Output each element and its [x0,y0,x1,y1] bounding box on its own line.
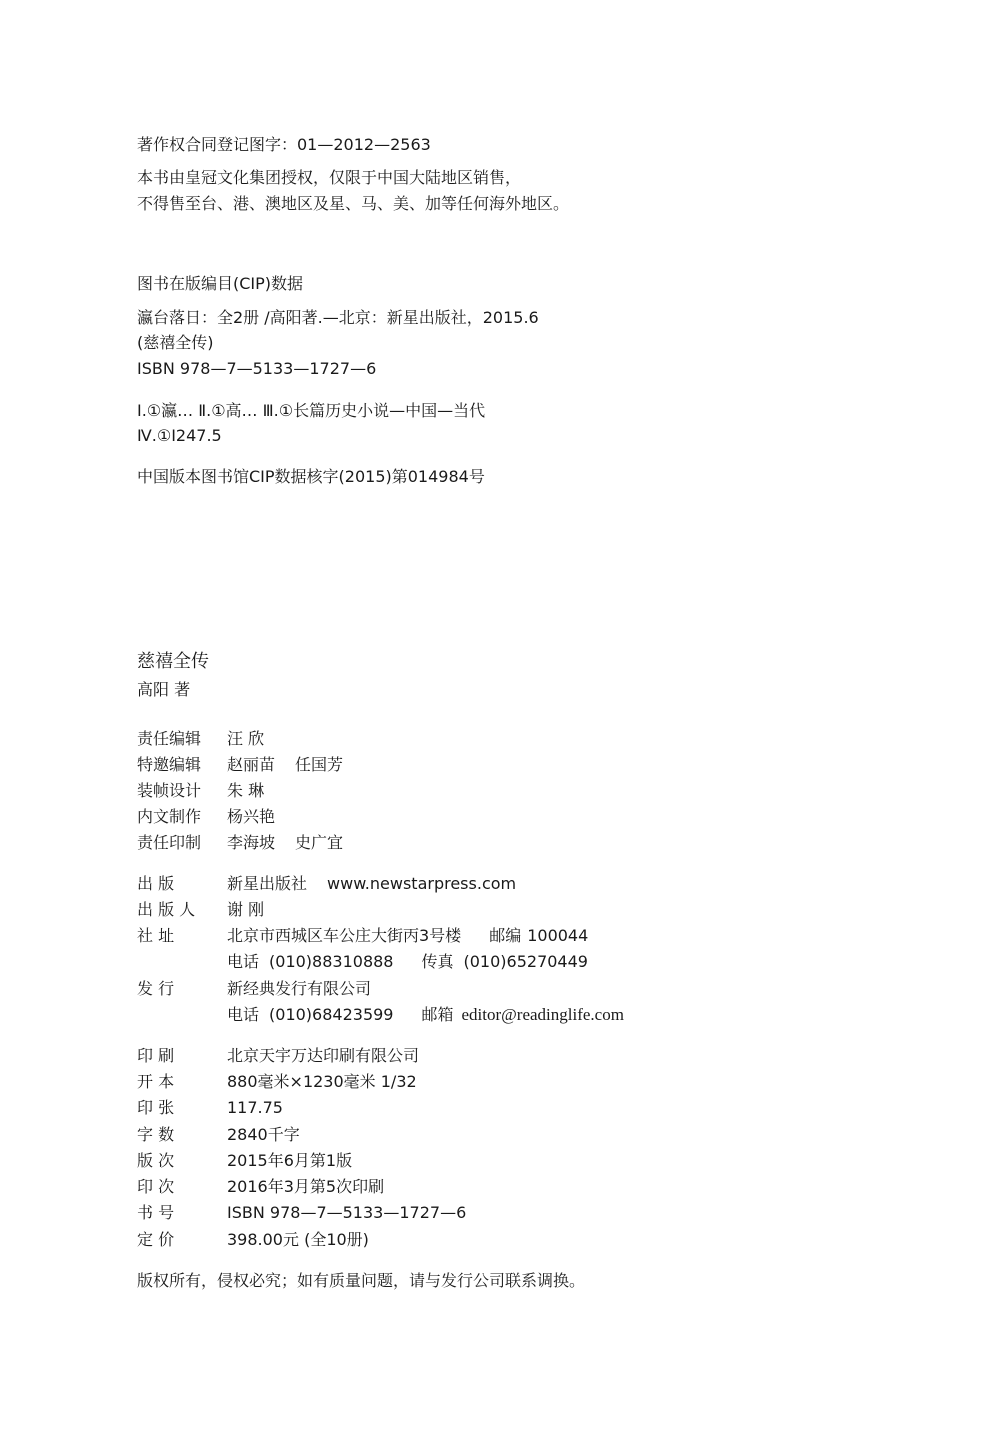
staff-row [137,832,343,854]
spec-row [137,1202,466,1224]
staff-name: 赵丽苗 [227,755,276,774]
spec-row [137,1071,417,1093]
address-label: 社 址 [137,926,175,945]
phone-number: (010)68423599 [269,1005,394,1024]
spec-row [137,1229,369,1251]
publisher-name: 新星出版社 [227,874,308,893]
spec-label: 版 次 [137,1151,175,1170]
publisher-person-row [137,899,264,921]
spec-value: 2016年3月第5次印刷 [227,1177,385,1196]
staff-name: 任国芳 [295,755,344,774]
zip-label: 邮编 [489,926,522,945]
book-author: 高阳 著 [137,680,191,699]
book-title: 慈禧全传 [137,651,209,672]
spec-value: 880毫米×1230毫米 1/32 [227,1072,417,1091]
phone-number: (010)88310888 [269,952,394,971]
cip-line-1: 瀛台落日：全2册 /高阳著.—北京：新星出版社，2015.6 [137,308,539,327]
spec-value: ISBN 978—7—5133—1727—6 [227,1203,467,1222]
address: 北京市西城区车公庄大街丙3号楼 [227,926,462,945]
spec-row [137,1045,419,1067]
cip-line-5: Ⅳ.①I247.5 [137,426,222,445]
spec-label: 印 次 [137,1177,175,1196]
email-address: editor@readinglife.com [461,1005,624,1024]
staff-row [137,806,275,828]
distribution-contact-row [227,1004,624,1026]
address-row [137,925,588,947]
spec-label: 开 本 [137,1072,175,1091]
cip-core-number: 中国版本图书馆CIP数据核字(2015)第014984号 [137,467,485,486]
staff-name: 汪 欣 [227,729,265,748]
spec-value: 117.75 [227,1098,283,1117]
staff-name: 朱 琳 [227,781,265,800]
staff-row [137,728,264,750]
publisher-row [137,873,516,895]
spec-value: 北京天宇万达印刷有限公司 [227,1046,420,1065]
spec-value: 2015年6月第1版 [227,1151,353,1170]
spec-label: 书 号 [137,1203,175,1222]
spec-value: 2840千字 [227,1125,300,1144]
staff-role: 装帧设计 [137,781,202,800]
spec-label: 定 价 [137,1230,175,1249]
publisher-url: www.newstarpress.com [327,874,517,893]
spec-row [137,1150,352,1172]
spec-label: 印 刷 [137,1046,175,1065]
rights-notice: 版权所有，侵权必究；如有质量问题，请与发行公司联系调换。 [137,1271,586,1290]
staff-role: 责任编辑 [137,729,202,748]
staff-row [137,780,264,802]
distribution-row [137,978,371,1000]
spec-row [137,1176,384,1198]
phone-label: 电话 [227,952,260,971]
authorization-line-2: 不得售至台、港、澳地区及星、马、美、加等任何海外地区。 [137,194,570,213]
cip-line-2: (慈禧全传) [137,333,214,352]
publisher-contact-row [227,951,588,973]
distribution-label: 发 行 [137,979,175,998]
fax-label: 传真 [421,952,454,971]
cip-line-4: Ⅰ.①瀛… Ⅱ.①高… Ⅲ.①长篇历史小说—中国—当代 [137,401,486,420]
publisher-person: 谢 刚 [227,900,265,919]
phone-label: 电话 [227,1005,260,1024]
publisher-person-label: 出 版 人 [137,900,196,919]
email-label: 邮箱 [421,1005,454,1024]
fax-number: (010)65270449 [463,952,588,971]
distributor-name: 新经典发行有限公司 [227,979,372,998]
staff-name: 杨兴艳 [227,807,276,826]
staff-role: 责任印制 [137,833,202,852]
staff-role: 特邀编辑 [137,755,202,774]
authorization-line-1: 本书由皇冠文化集团授权，仅限于中国大陆地区销售， [137,168,522,187]
staff-name: 李海坡 [227,833,276,852]
spec-value: 398.00元 (全10册) [227,1230,369,1249]
cip-heading: 图书在版编目(CIP)数据 [137,274,304,293]
staff-name: 史广宜 [295,833,344,852]
spec-row [137,1097,283,1119]
cip-line-3: ISBN 978—7—5133—1727—6 [137,359,377,378]
spec-label: 印 张 [137,1098,175,1117]
spec-row [137,1124,300,1146]
spec-label: 字 数 [137,1125,175,1144]
staff-role: 内文制作 [137,807,202,826]
staff-row [137,754,343,776]
publisher-label: 出 版 [137,874,175,893]
copyright-registration: 著作权合同登记图字：01—2012—2563 [137,135,431,154]
zip-code: 100044 [527,926,589,945]
